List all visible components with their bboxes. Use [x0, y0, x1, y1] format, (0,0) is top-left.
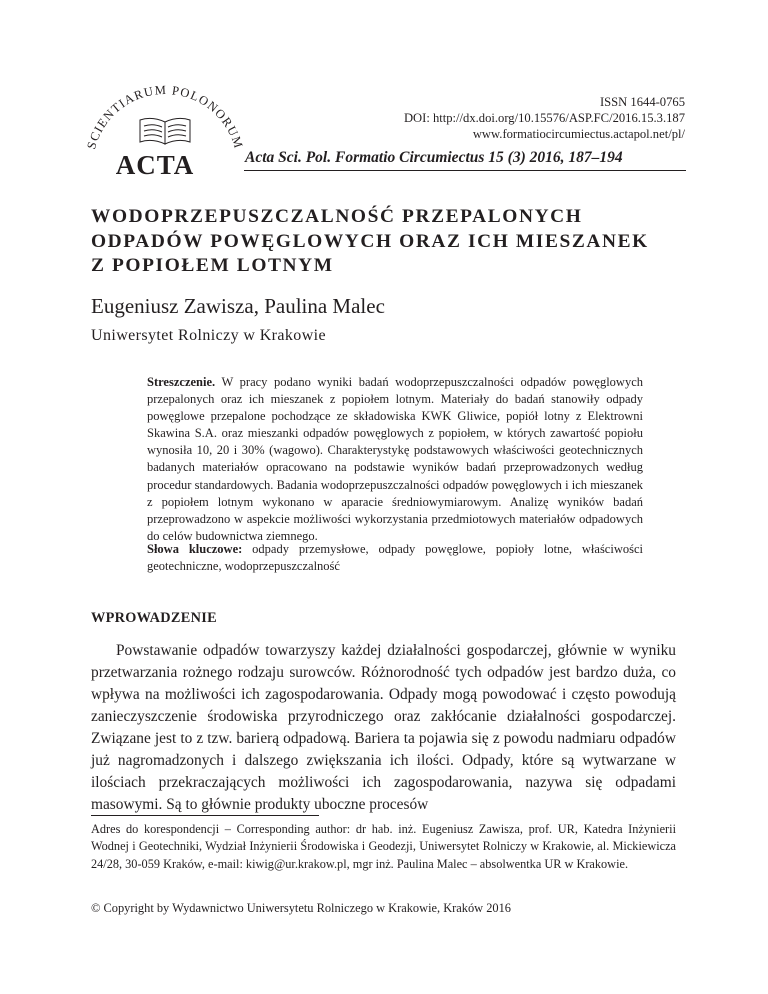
open-book-icon: [140, 118, 190, 144]
logo-acta-text: ACTA: [115, 150, 195, 180]
header-divider: [244, 170, 686, 171]
abstract-text: W pracy podano wyniki badań wodoprzepuszczalności odpadów powęglowych przepalonych oraz ich mieszanek z popiołem lotnym. Materiały do badań stanowiły odpady powęglowe przepalone pochodzące ze składowiska KWK Gliwice, popiół lotny z Elektrowni Skawina S.A. oraz mieszanki odpadów powęglowych z popiołem, w których zawartość popiołu wynosiła 10, 20 i 30% (wagowo). Charakterystykę podstawowych właściwości geotechnicznych badanych materiałów opracowano na podstawie wyników badań przeprowadzonych według procedur standardowych. Badania wodoprzepuszczalności odpadów powęglowych i ich mieszanek z popiołem lotnym wykonano w aparacie średniowymiarowym. Analizę wyników badań przeprowadzono w aspekcie możliwości wykorzystania przedmiotowych materiałów odpadowych do celów budownictwa ziemnego.: [147, 375, 643, 543]
title-line: ODPADÓW POWĘGLOWYCH ORAZ ICH MIESZANEK: [91, 230, 649, 252]
copyright: © Copyright by Wydawnictwo Uniwersytetu Rolniczego w Krakowie, Kraków 2016: [91, 901, 512, 915]
correspondence-footnote: Adres do korespondencji – Corresponding author: dr hab. inż. Eugeniusz Zawisza, prof. UR, Katedra Inżynierii Wodnej i Geotechniki, Wydział Inżynierii Środowiska i Geodezji, Uniwersytet Rolniczy w Krakowie, al. Mickiewicza 24/28, 30-059 Kraków, e-mail: kiwig@ur.krakow.pl, mgr inż. Paulina Malec – absolwentka UR w Krakowie.: [91, 822, 676, 871]
keywords: [147, 541, 643, 575]
doi-link[interactable]: DOI: http://dx.doi.org/10.15576/ASP.FC/2016.15.3.187: [403, 111, 685, 125]
body-paragraph: Powstawanie odpadów towarzyszy każdej działalności gospodarczej, głównie w wyniku przetwarzania rożnego rodzaju surowców. Różnorodność tych odpadów jest bardzo duża, co wpływa na możliwości ich zagospodarowania. Odpady mogą powodować i często powodują zanieczyszczenie środowiska przyrodniczego oraz zakłócanie działalności gospodarczej. Związane jest to z tzw. barierą odpadową. Bariera ta pojawia się z powodu nadmiaru odpadów już nagromadzonych i dalszego zwiększania ich ilości. Odpady, które są wytwarzane w ilościach przekraczających możliwości ich zagospodarowania, nazywa się odpadami masowymi. Są to głównie produkty uboczne procesów: [91, 642, 676, 813]
keywords-label: Słowa kluczowe:: [147, 542, 243, 556]
issn: ISSN 1644-0765: [599, 95, 685, 109]
affiliation: Uniwersytet Rolniczy w Krakowie: [91, 327, 327, 344]
footnote-divider: [91, 815, 319, 816]
article-title: [91, 205, 711, 279]
logo-arc-text: SCIENTIARUM POLONORUM: [84, 84, 246, 151]
title-line: WODOPRZEPUSZCZALNOŚĆ PRZEPALONYCH: [91, 206, 583, 227]
journal-citation: Acta Sci. Pol. Formatio Circumiectus 15 (3) 2016, 187–194: [245, 149, 623, 166]
keywords-text: odpady przemysłowe, odpady powęglowe, popioły lotne, właściwości geotechniczne, wodoprzepuszczalność: [147, 542, 643, 574]
journal-logo: [78, 84, 248, 184]
title-line: Z POPIOŁEM LOTNYM: [91, 255, 334, 276]
header-metadata: [404, 94, 685, 142]
section-heading: WPROWADZENIE: [91, 610, 217, 626]
abstract-label: Streszczenie.: [147, 375, 216, 389]
abstract: [147, 374, 643, 545]
authors: Eugeniusz Zawisza, Paulina Malec: [91, 294, 385, 318]
journal-url[interactable]: www.formatiocircumiectus.actapol.net/pl/: [472, 127, 685, 141]
